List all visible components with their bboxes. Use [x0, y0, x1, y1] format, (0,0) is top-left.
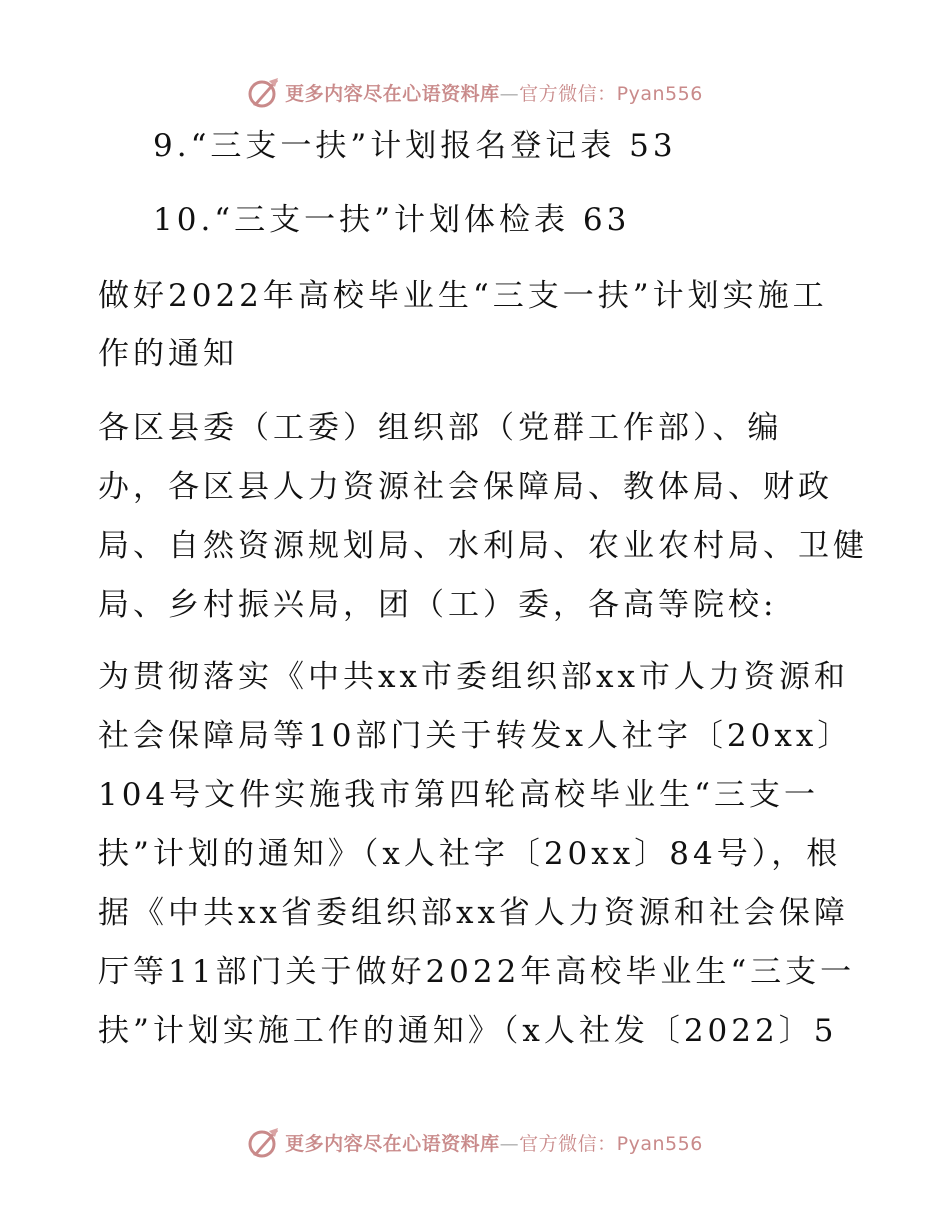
watermark-text [285, 1129, 703, 1156]
footer-watermark [0, 1122, 950, 1162]
body-line: 社会保障局等10部门关于转发x人社字〔20xx〕 [98, 718, 853, 754]
recipient-line: 局、乡村振兴局，团（工）委，各高等院校: [98, 587, 778, 623]
watermark-wechat: 官方微信：Pyan556 [519, 1132, 703, 1155]
header-watermark [0, 72, 950, 112]
body-line: 据《中共xx省委组织部xx省人力资源和社会保障 [98, 895, 849, 931]
quill-logo-icon [247, 1125, 281, 1159]
recipient-line: 各区县委（工委）组织部（党群工作部）、编 [98, 410, 783, 446]
recipient-line: 办，各区县人力资源社会保障局、教体局、财政 [98, 469, 833, 505]
quill-logo-icon [247, 75, 281, 109]
notice-title: 作的通知 [98, 336, 238, 372]
watermark-main: 更多内容尽在心语资料库 [285, 1132, 500, 1155]
body-line: 扶”计划实施工作的通知》（x人社发〔2022〕5 [98, 1013, 838, 1049]
toc-entry: 9.“三支一扶”计划报名登记表 53 [153, 128, 677, 164]
notice-title: 做好2022年高校毕业生“三支一扶”计划实施工 [98, 278, 828, 314]
watermark-text [285, 79, 703, 106]
body-line: 厅等11部门关于做好2022年高校毕业生“三支一 [98, 954, 856, 990]
recipient-line: 局、自然资源规划局、水利局、农业农村局、卫健 [98, 528, 868, 564]
watermark-main: 更多内容尽在心语资料库 [285, 82, 500, 105]
watermark-separator: — [499, 82, 520, 105]
watermark-separator: — [499, 1132, 520, 1155]
body-line: 为贯彻落实《中共xx市委组织部xx市人力资源和 [98, 659, 849, 695]
watermark-wechat: 官方微信：Pyan556 [519, 82, 703, 105]
toc-entry: 10.“三支一扶”计划体检表 63 [153, 202, 631, 238]
body-line: 扶”计划的通知》（x人社字〔20xx〕84号），根 [98, 836, 842, 872]
body-line: 104号文件实施我市第四轮高校毕业生“三支一 [98, 777, 820, 813]
